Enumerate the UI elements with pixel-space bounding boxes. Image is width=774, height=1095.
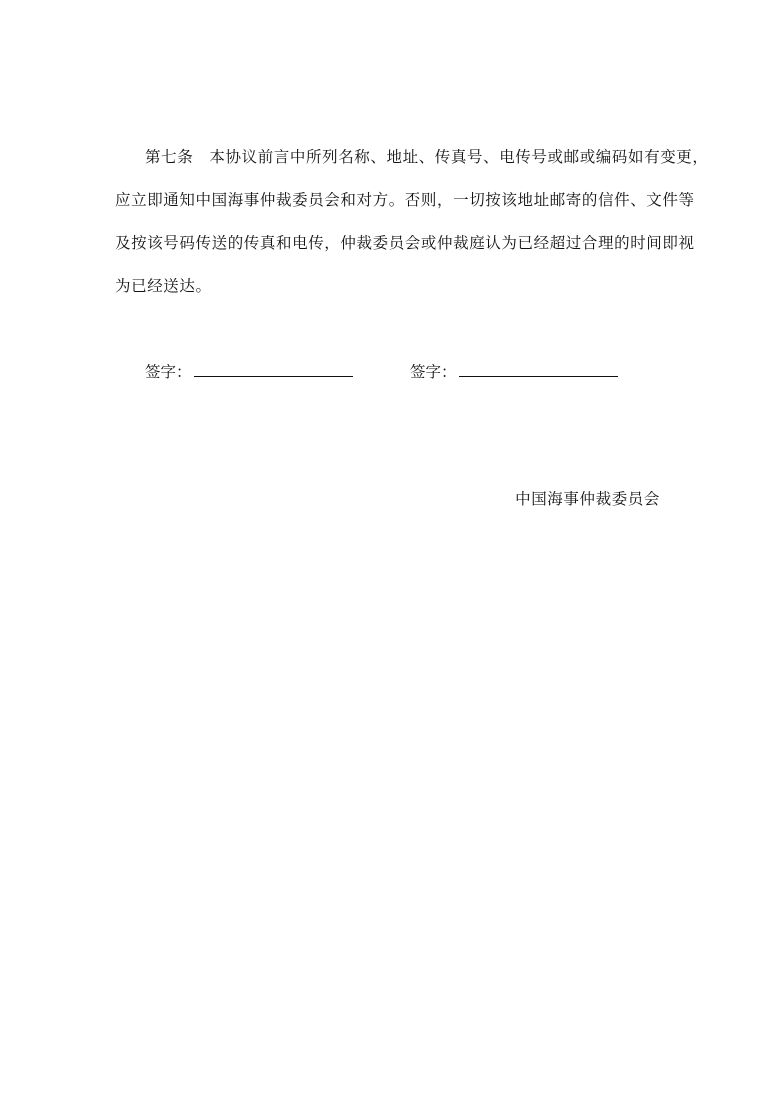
article-line-2: 应立即通知中国海事仲裁委员会和对方。否则，一切按该地址邮寄的信件、文件等 xyxy=(115,191,695,209)
signature-label: 签字： xyxy=(410,363,457,381)
signature-label: 签字： xyxy=(145,363,192,381)
signature-line xyxy=(194,362,353,377)
article-line-1: 第七条 本协议前言中所列名称、地址、传真号、电传号或邮或编码如有变更， xyxy=(145,148,709,166)
signature-line xyxy=(459,362,618,377)
article-line-3: 及按该号码传送的传真和电传，仲裁委员会或仲裁庭认为已经超过合理的时间即视 xyxy=(115,234,695,252)
organization-name: 中国海事仲裁委员会 xyxy=(515,490,660,508)
signature-block-2 xyxy=(410,360,618,382)
article-line-4: 为已经送达。 xyxy=(115,277,212,295)
signature-block-1 xyxy=(145,360,353,382)
